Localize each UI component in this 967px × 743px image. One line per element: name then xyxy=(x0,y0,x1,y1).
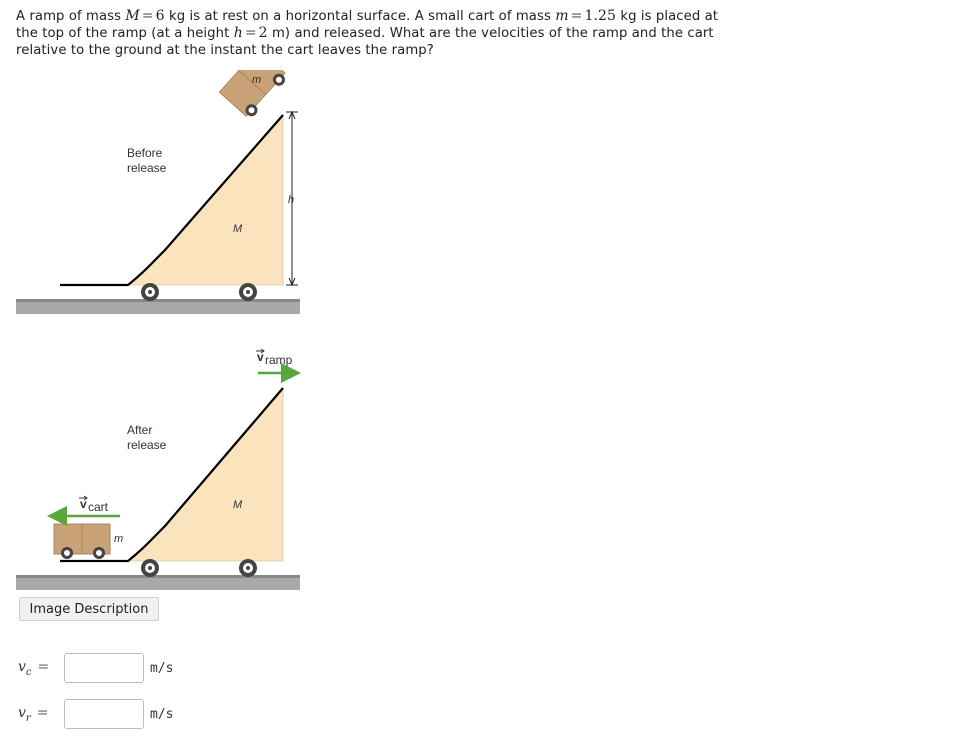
after-label-2: release xyxy=(127,438,167,452)
M-label-before: M xyxy=(233,223,243,235)
svg-text:v: v xyxy=(80,497,87,511)
svg-text:v: v xyxy=(257,350,264,364)
after-panel xyxy=(16,349,300,590)
vc-answer-input[interactable] xyxy=(64,653,144,683)
vcart-label xyxy=(79,496,109,514)
vc-label: $v_c$ = xyxy=(18,658,50,678)
wheel-icon xyxy=(239,559,257,577)
vr-answer-input[interactable] xyxy=(64,699,144,729)
ground-after xyxy=(16,577,300,590)
vramp-label xyxy=(256,349,293,367)
answer-row-vr xyxy=(18,698,173,730)
before-panel xyxy=(16,70,300,314)
vr-unit: m/s xyxy=(150,706,174,722)
before-label-1: Before xyxy=(127,146,163,160)
ramp-cart-figure xyxy=(0,70,320,595)
ground-before xyxy=(16,301,300,314)
svg-text:cart: cart xyxy=(88,500,109,514)
question-text: A ramp of mass M = 6 kg is at rest on a horizontal surface. A small cart of mass m = 1.25 kg is placed at the top of the ramp (at a height h = 2 m) and released. What are the velocities of the ramp and the cart relative to the ground at the instant the cart leaves the ramp? xyxy=(16,8,719,58)
m-label-after: m xyxy=(114,533,124,545)
before-label-2: release xyxy=(127,161,167,175)
cart-after xyxy=(54,524,110,559)
wheel-icon xyxy=(141,283,159,301)
vc-unit: m/s xyxy=(150,660,174,676)
M-label-after: M xyxy=(233,499,243,511)
h-label: h xyxy=(288,194,295,206)
svg-text:ramp: ramp xyxy=(265,353,293,367)
vr-label: $v_r$ = xyxy=(18,704,49,724)
after-label-1: After xyxy=(127,423,153,437)
wheel-icon xyxy=(141,559,159,577)
wheel-icon xyxy=(239,283,257,301)
m-label-before: m xyxy=(252,74,262,86)
answer-row-vc xyxy=(18,652,173,684)
image-description-button[interactable]: Image Description xyxy=(19,597,159,621)
